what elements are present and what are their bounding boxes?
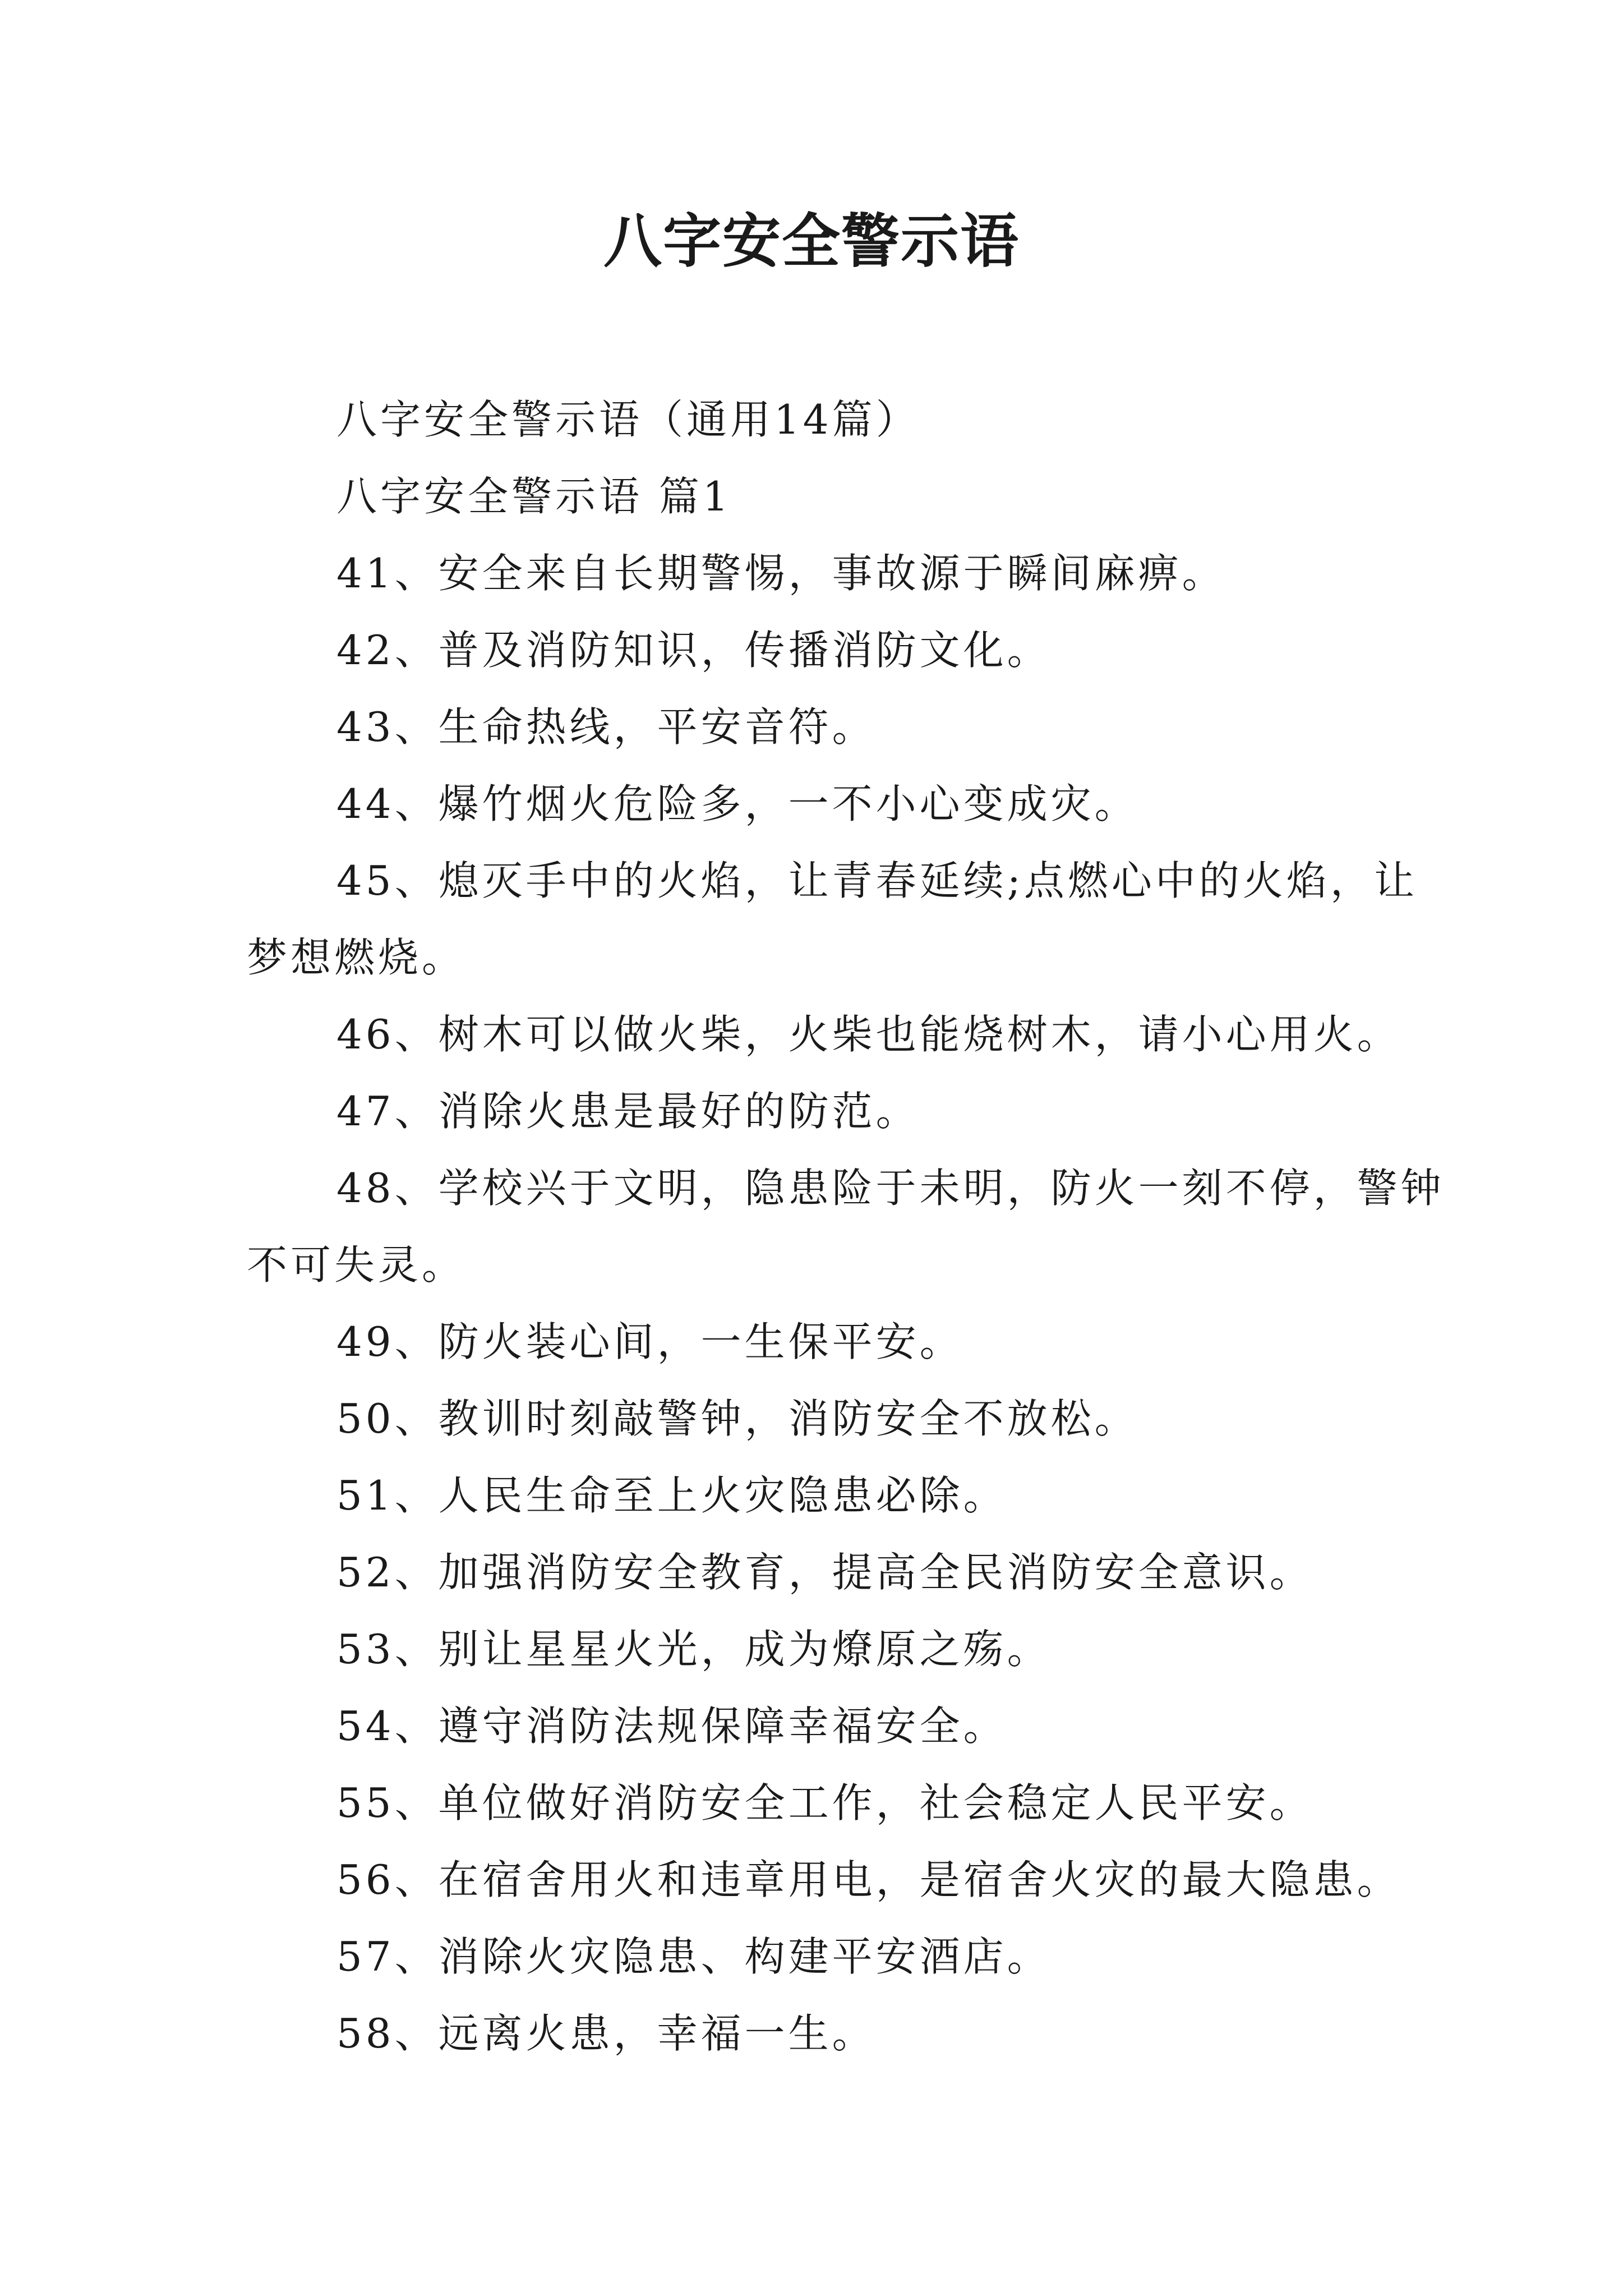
- slogan-49: 49、防火装心间，一生保平安。: [336, 1318, 963, 1365]
- slogan-54: 54、遵守消防法规保障幸福安全。: [336, 1703, 1007, 1750]
- slogan-41: 41、安全来自长期警惕，事故源于瞬间麻痹。: [336, 550, 1226, 597]
- document-body: [247, 381, 1447, 2072]
- slogan-55: 55、单位做好消防安全工作，社会稳定人民平安。: [336, 1779, 1313, 1826]
- slogan-58: 58、远离火患，幸福一生。: [336, 2010, 876, 2057]
- slogan-48: 48、学校兴于文明，隐患险于未明，防火一刻不停，警钟不可失灵。: [247, 1165, 1445, 1289]
- slogan-44: 44、爆竹烟火危险多，一不小心变成灾。: [336, 780, 1138, 827]
- slogan-52: 52、加强消防安全教育，提高全民消防安全意识。: [336, 1549, 1313, 1596]
- slogan-45: 45、熄灭手中的火焰，让青春延续;点燃心中的火焰，让梦想燃烧。: [247, 857, 1418, 981]
- slogan-42: 42、普及消防知识，传播消防文化。: [336, 627, 1051, 674]
- slogan-50: 50、教训时刻敲警钟，消防安全不放松。: [336, 1395, 1138, 1442]
- paragraph-section-heading: 八字安全警示语 篇1: [336, 473, 732, 520]
- slogan-43: 43、生命热线，平安音符。: [336, 703, 876, 751]
- slogan-53: 53、别让星星火光，成为燎原之殇。: [336, 1626, 1051, 1673]
- slogan-51: 51、人民生命至上火灾隐患必除。: [336, 1472, 1007, 1519]
- slogan-46: 46、树木可以做火柴，火柴也能烧树木，请小心用火。: [336, 1011, 1401, 1058]
- slogan-47: 47、消除火患是最好的防范。: [336, 1088, 920, 1135]
- document-title: 八字安全警示语: [603, 206, 1020, 275]
- slogan-56: 56、在宿舍用火和违章用电，是宿舍火灾的最大隐患。: [336, 1856, 1401, 1903]
- slogan-57: 57、消除火灾隐患、构建平安酒店。: [336, 1933, 1051, 1980]
- paragraph-subtitle: 八字安全警示语（通用14篇）: [336, 396, 920, 443]
